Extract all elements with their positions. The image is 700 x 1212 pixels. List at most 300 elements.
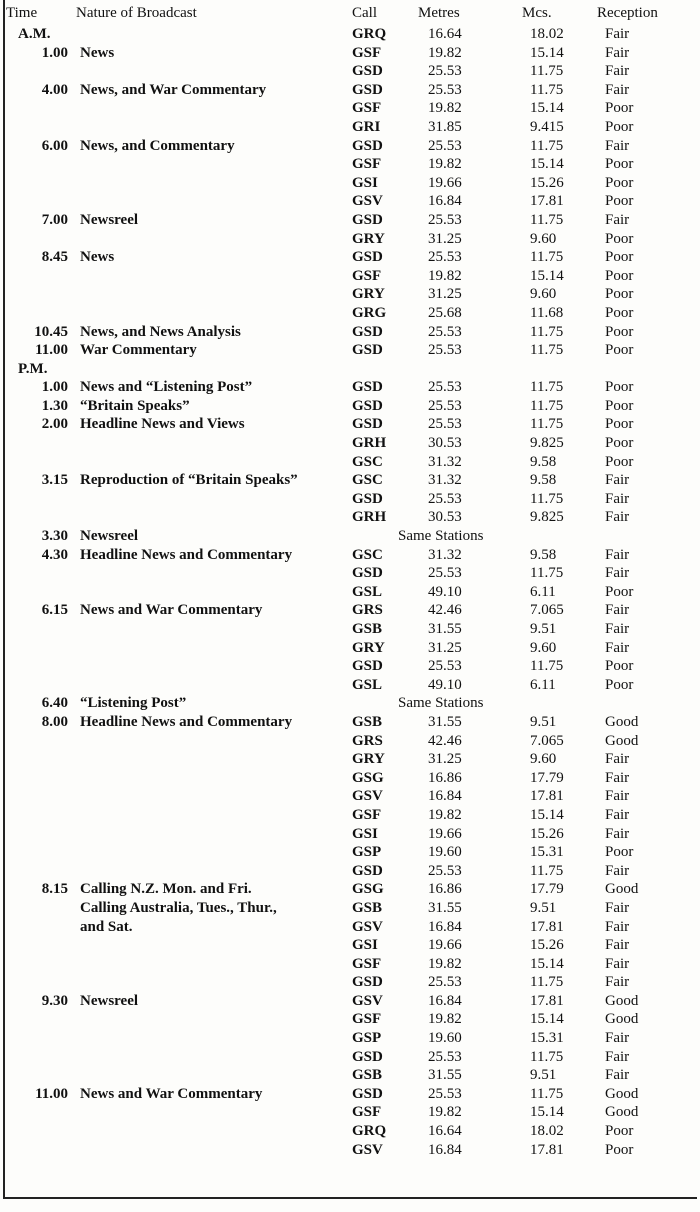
broadcast-time <box>0 955 76 974</box>
table-row <box>0 1048 700 1067</box>
broadcast-nature: Calling N.Z. Mon. and Fri. <box>80 881 252 898</box>
frequency-mcs: 17.79 <box>530 769 564 786</box>
broadcast-time: 1.00 <box>41 44 68 61</box>
frequency-mcs: 9.60 <box>530 639 557 656</box>
header-call: Call <box>352 5 377 21</box>
broadcast-nature <box>76 1066 352 1085</box>
frequency-mcs: 9.825 <box>530 435 564 452</box>
table-row <box>0 583 700 602</box>
broadcast-time <box>0 453 76 472</box>
frequency-mcs: 9.51 <box>530 899 557 916</box>
broadcast-time <box>0 1122 76 1141</box>
broadcast-time <box>0 825 76 844</box>
table-row <box>0 415 700 434</box>
frequency-mcs: 15.26 <box>530 174 564 191</box>
frequency-mcs: 11.75 <box>530 565 564 582</box>
broadcast-nature <box>76 806 352 825</box>
reception-quality: Poor <box>605 416 634 433</box>
frequency-mcs: 15.14 <box>530 100 564 117</box>
broadcast-nature: News, and War Commentary <box>80 81 267 98</box>
frequency-mcs: 11.75 <box>530 658 564 675</box>
table-row <box>0 787 700 806</box>
broadcast-time <box>0 639 76 658</box>
broadcast-nature: and Sat. <box>80 918 133 935</box>
frequency-mcs: 11.75 <box>530 342 564 359</box>
frequency-mcs: 11.75 <box>530 397 564 414</box>
table-row <box>0 601 700 620</box>
table-row <box>0 1122 700 1141</box>
broadcast-time <box>0 806 76 825</box>
broadcast-nature <box>76 639 352 658</box>
frequency-mcs: 15.31 <box>530 1030 564 1047</box>
broadcast-time: 11.00 <box>35 342 68 359</box>
broadcast-nature: News, and News Analysis <box>80 323 241 340</box>
frequency-mcs: 11.75 <box>530 1048 564 1065</box>
call-sign: GSD <box>352 397 383 414</box>
broadcast-time: 6.15 <box>41 602 68 619</box>
table-row <box>0 1066 700 1085</box>
broadcast-time <box>0 174 76 193</box>
wavelength-metres: 16.86 <box>428 881 462 898</box>
table-row <box>0 285 700 304</box>
wavelength-metres: 25.53 <box>428 974 462 991</box>
frequency-mcs: 11.68 <box>530 304 564 321</box>
reception-quality: Good <box>605 713 639 730</box>
broadcast-nature: News, and Commentary <box>80 137 235 154</box>
wavelength-metres: 19.66 <box>428 174 462 191</box>
broadcast-time <box>0 787 76 806</box>
table-row <box>0 806 700 825</box>
broadcast-time <box>0 936 76 955</box>
frequency-mcs: 7.065 <box>530 732 564 749</box>
call-sign: GSD <box>352 1085 383 1102</box>
table-row <box>0 639 700 658</box>
broadcast-time <box>0 918 76 937</box>
reception-quality: Fair <box>605 899 630 916</box>
frequency-mcs: 9.60 <box>530 286 557 303</box>
wavelength-metres: 25.53 <box>428 658 462 675</box>
broadcast-time <box>0 1066 76 1085</box>
reception-quality: Fair <box>605 955 630 972</box>
same-stations-note: Same Stations <box>398 528 484 545</box>
call-sign: GSD <box>352 416 383 433</box>
frequency-mcs: 9.58 <box>530 453 557 470</box>
frequency-mcs: 9.51 <box>530 1067 557 1084</box>
broadcast-time: 9.30 <box>41 992 68 1009</box>
broadcast-nature <box>76 657 352 676</box>
broadcast-nature <box>76 936 352 955</box>
reception-quality: Poor <box>605 193 634 210</box>
call-sign: GSD <box>352 974 383 991</box>
frequency-mcs: 11.75 <box>530 137 564 154</box>
table-row <box>0 1141 700 1160</box>
table-row <box>0 880 700 899</box>
reception-quality: Fair <box>605 1030 630 1047</box>
call-sign: GSD <box>352 81 383 98</box>
broadcast-nature <box>76 732 352 751</box>
broadcast-nature: Newsreel <box>80 211 139 228</box>
reception-quality: Good <box>605 1104 639 1121</box>
wavelength-metres: 25.53 <box>428 379 462 396</box>
broadcast-nature <box>76 230 352 249</box>
broadcast-time: 6.00 <box>41 137 68 154</box>
broadcast-time: 8.45 <box>41 249 68 266</box>
call-sign <box>352 360 414 379</box>
reception-quality: Poor <box>605 267 634 284</box>
broadcast-time <box>0 192 76 211</box>
call-sign: GRG <box>352 304 387 321</box>
reception-quality <box>597 360 700 379</box>
reception-quality: Poor <box>605 174 634 191</box>
call-sign: GRQ <box>352 1123 387 1140</box>
wavelength-metres: 25.53 <box>428 416 462 433</box>
broadcast-time <box>0 99 76 118</box>
table-row <box>0 248 700 267</box>
broadcast-time: 3.15 <box>41 472 68 489</box>
frequency-mcs: 9.415 <box>530 118 564 135</box>
broadcast-nature <box>76 955 352 974</box>
broadcast-nature: News and War Commentary <box>80 602 263 619</box>
wavelength-metres: 19.60 <box>428 1030 462 1047</box>
call-sign: GRY <box>352 751 385 768</box>
broadcast-time <box>0 1010 76 1029</box>
broadcast-nature <box>76 360 352 379</box>
wavelength-metres: 19.82 <box>428 1104 462 1121</box>
broadcast-time <box>0 508 76 527</box>
wavelength-metres: 25.53 <box>428 63 462 80</box>
call-sign: GSD <box>352 658 383 675</box>
frequency-mcs: 18.02 <box>530 26 564 42</box>
frequency-mcs: 11.75 <box>530 249 564 266</box>
broadcast-nature <box>76 192 352 211</box>
wavelength-metres: 19.82 <box>428 100 462 117</box>
table-row <box>0 378 700 397</box>
call-sign: GSF <box>352 100 382 117</box>
table-row <box>0 211 700 230</box>
broadcast-time <box>0 230 76 249</box>
wavelength-metres: 31.55 <box>428 1067 462 1084</box>
broadcast-time: 2.00 <box>41 416 68 433</box>
call-sign: GSP <box>352 1030 382 1047</box>
broadcast-time <box>0 1048 76 1067</box>
wavelength-metres: 16.84 <box>428 918 462 935</box>
wavelength-metres: 19.82 <box>428 267 462 284</box>
frequency-mcs: 15.31 <box>530 844 564 861</box>
broadcast-nature <box>76 1122 352 1141</box>
header-nature: Nature of Broadcast <box>76 5 197 21</box>
wavelength-metres: 16.84 <box>428 1141 462 1158</box>
wavelength-metres: 19.82 <box>428 955 462 972</box>
table-row <box>0 434 700 453</box>
wavelength-metres: 30.53 <box>428 509 462 526</box>
frequency-mcs: 7.065 <box>530 602 564 619</box>
wavelength-metres: 25.53 <box>428 490 462 507</box>
wavelength-metres: 19.60 <box>428 844 462 861</box>
table-row <box>0 81 700 100</box>
call-sign: GSV <box>352 788 383 805</box>
frequency-mcs: 6.11 <box>530 676 556 693</box>
reception-quality: Fair <box>605 546 630 563</box>
call-sign: GSV <box>352 193 383 210</box>
header-metres: Metres <box>418 5 460 21</box>
call-sign: GSD <box>352 1048 383 1065</box>
frequency-mcs: 11.75 <box>530 323 564 340</box>
call-sign: GSB <box>352 1067 383 1084</box>
wavelength-metres: 49.10 <box>428 583 462 600</box>
call-sign: GSB <box>352 621 383 637</box>
broadcast-schedule-table <box>0 4 700 1159</box>
table-row <box>0 936 700 955</box>
call-sign: GSD <box>352 137 383 154</box>
header-time: Time <box>6 5 38 21</box>
call-sign: GRY <box>352 286 385 303</box>
broadcast-time: 10.45 <box>34 323 68 340</box>
frequency-mcs: 15.26 <box>530 937 564 954</box>
call-sign: GSI <box>352 937 378 954</box>
call-sign: GSD <box>352 862 383 879</box>
broadcast-nature: Calling Australia, Tues., Thur., <box>80 899 277 916</box>
table-row <box>0 323 700 342</box>
broadcast-nature <box>76 973 352 992</box>
frequency-mcs: 15.14 <box>530 1104 564 1121</box>
wavelength-metres: 16.84 <box>428 992 462 1009</box>
table-row <box>0 620 700 639</box>
broadcast-nature <box>76 62 352 81</box>
bottom-rule <box>3 1197 697 1199</box>
broadcast-nature <box>76 304 352 323</box>
broadcast-time <box>0 583 76 602</box>
broadcast-time: 7.00 <box>41 211 68 228</box>
wavelength-metres: 16.86 <box>428 769 462 786</box>
reception-quality: Fair <box>605 137 630 154</box>
table-row <box>0 304 700 323</box>
broadcast-time: 1.00 <box>41 379 68 396</box>
table-row <box>0 137 700 156</box>
broadcast-nature <box>76 285 352 304</box>
broadcast-nature <box>76 564 352 583</box>
reception-quality: Good <box>605 1011 639 1028</box>
wavelength-metres: 19.66 <box>428 825 462 842</box>
call-sign: GSD <box>352 211 383 228</box>
wavelength-metres: 31.25 <box>428 639 462 656</box>
wavelength-metres: 31.55 <box>428 899 462 916</box>
call-sign: GSD <box>352 249 383 266</box>
broadcast-time <box>0 490 76 509</box>
reception-quality: Fair <box>605 602 630 619</box>
call-sign: GSL <box>352 583 383 600</box>
broadcast-time: 4.30 <box>41 546 68 563</box>
broadcast-nature <box>76 750 352 769</box>
call-sign: GSV <box>352 992 383 1009</box>
frequency-mcs: 15.14 <box>530 156 564 173</box>
table-row <box>0 99 700 118</box>
table-row <box>0 918 700 937</box>
broadcast-time <box>0 1029 76 1048</box>
table-row <box>0 1010 700 1029</box>
wavelength-metres: 19.82 <box>428 806 462 823</box>
reception-quality: Fair <box>605 751 630 768</box>
broadcast-time <box>0 862 76 881</box>
reception-quality: Poor <box>605 342 634 359</box>
broadcast-nature <box>76 825 352 844</box>
table-row <box>0 1103 700 1122</box>
broadcast-nature: “Britain Speaks” <box>80 397 190 414</box>
header-mcs: Mcs. <box>522 5 552 21</box>
broadcast-time <box>0 434 76 453</box>
wavelength-metres: 31.55 <box>428 621 462 637</box>
broadcast-nature: War Commentary <box>80 342 197 359</box>
reception-quality: Poor <box>605 435 634 452</box>
broadcast-time <box>0 118 76 137</box>
broadcast-nature: News <box>80 249 115 266</box>
reception-quality: Good <box>605 732 639 749</box>
frequency-mcs: 15.14 <box>530 806 564 823</box>
table-row <box>0 992 700 1011</box>
broadcast-time: 1.30 <box>41 397 68 414</box>
table-row <box>0 564 700 583</box>
frequency-mcs: 17.81 <box>530 992 564 1009</box>
call-sign: GSI <box>352 174 378 191</box>
frequency-mcs: 9.825 <box>530 509 564 526</box>
reception-quality: Poor <box>605 658 634 675</box>
broadcast-time: 3.30 <box>41 528 68 545</box>
frequency-mcs: 11.75 <box>530 211 564 228</box>
table-row <box>0 769 700 788</box>
reception-quality: Fair <box>605 825 630 842</box>
wavelength-metres: 31.55 <box>428 713 462 730</box>
table-row <box>0 899 700 918</box>
wavelength-metres: 31.25 <box>428 751 462 768</box>
reception-quality: Poor <box>605 379 634 396</box>
call-sign: GRS <box>352 602 383 619</box>
broadcast-nature: News <box>80 44 115 61</box>
reception-quality: Fair <box>605 1067 630 1084</box>
broadcast-nature <box>76 676 352 695</box>
reception-quality: Fair <box>605 974 630 991</box>
reception-quality: Poor <box>605 1141 634 1158</box>
reception-quality: Fair <box>605 565 630 582</box>
table-row <box>0 155 700 174</box>
reception-quality: Fair <box>605 937 630 954</box>
reception-quality: Poor <box>605 230 634 247</box>
frequency-mcs: 11.75 <box>530 63 564 80</box>
table-row <box>0 230 700 249</box>
broadcast-nature: “Listening Post” <box>80 695 187 712</box>
wavelength-metres: 25.53 <box>428 1048 462 1065</box>
frequency-mcs <box>510 360 597 379</box>
frequency-mcs: 17.81 <box>530 193 564 210</box>
reception-quality: Poor <box>605 118 634 135</box>
broadcast-nature <box>76 1141 352 1160</box>
table-row <box>0 862 700 881</box>
wavelength-metres: 16.84 <box>428 193 462 210</box>
broadcast-time <box>0 676 76 695</box>
wavelength-metres: 42.46 <box>428 602 462 619</box>
header-row <box>0 4 700 25</box>
reception-quality: Fair <box>605 490 630 507</box>
broadcast-nature <box>76 99 352 118</box>
broadcast-time <box>0 657 76 676</box>
reception-quality: Fair <box>605 621 630 637</box>
table-row <box>0 657 700 676</box>
table-row <box>0 546 700 565</box>
wavelength-metres: 31.32 <box>428 453 462 470</box>
broadcast-time <box>0 285 76 304</box>
frequency-mcs: 17.81 <box>530 918 564 935</box>
call-sign: GSD <box>352 379 383 396</box>
call-sign: GRH <box>352 435 387 452</box>
broadcast-nature <box>76 453 352 472</box>
wavelength-metres: 25.68 <box>428 304 462 321</box>
call-sign: GRY <box>352 639 385 656</box>
table-row <box>0 397 700 416</box>
reception-quality: Poor <box>605 844 634 861</box>
call-sign: GSC <box>352 453 383 470</box>
broadcast-nature: Reproduction of “Britain Speaks” <box>80 472 298 489</box>
call-sign: GSD <box>352 63 383 80</box>
wavelength-metres: 25.53 <box>428 323 462 340</box>
table-row <box>0 732 700 751</box>
frequency-mcs: 17.81 <box>530 788 564 805</box>
broadcast-nature <box>76 769 352 788</box>
reception-quality: Fair <box>605 918 630 935</box>
broadcast-time <box>0 769 76 788</box>
table-row <box>0 471 700 490</box>
reception-quality: Poor <box>605 304 634 321</box>
frequency-mcs: 11.75 <box>530 862 564 879</box>
broadcast-nature <box>76 118 352 137</box>
wavelength-metres: 25.53 <box>428 211 462 228</box>
broadcast-nature: Newsreel <box>80 528 139 545</box>
reception-quality: Poor <box>605 676 634 693</box>
reception-quality: Fair <box>605 639 630 656</box>
table-row <box>0 527 700 546</box>
frequency-mcs: 18.02 <box>530 1123 564 1140</box>
broadcast-nature <box>76 1048 352 1067</box>
reception-quality: Poor <box>605 323 634 340</box>
call-sign: GSV <box>352 918 383 935</box>
wavelength-metres: 19.66 <box>428 937 462 954</box>
call-sign: GSF <box>352 156 382 173</box>
schedule-body <box>0 25 700 1159</box>
broadcast-nature <box>76 155 352 174</box>
same-stations-note: Same Stations <box>398 695 484 712</box>
call-sign: GSL <box>352 676 383 693</box>
reception-quality: Poor <box>605 286 634 303</box>
broadcast-time: 4.00 <box>41 81 68 98</box>
call-sign: GSD <box>352 565 383 582</box>
broadcast-time: 11.00 <box>35 1085 68 1102</box>
call-sign: GSG <box>352 881 384 898</box>
reception-quality: Poor <box>605 156 634 173</box>
call-sign: GSB <box>352 899 383 916</box>
frequency-mcs: 15.26 <box>530 825 564 842</box>
call-sign: GRI <box>352 118 381 135</box>
broadcast-nature <box>76 434 352 453</box>
wavelength-metres: 19.82 <box>428 1011 462 1028</box>
wavelength-metres <box>414 360 510 379</box>
wavelength-metres: 25.53 <box>428 81 462 98</box>
table-row <box>0 174 700 193</box>
broadcast-time <box>0 267 76 286</box>
reception-quality: Fair <box>605 769 630 786</box>
broadcast-nature <box>76 267 352 286</box>
period-label: A.M. <box>18 26 51 42</box>
table-row <box>0 453 700 472</box>
frequency-mcs: 11.75 <box>530 416 564 433</box>
reception-quality: Fair <box>605 862 630 879</box>
table-row <box>0 713 700 732</box>
